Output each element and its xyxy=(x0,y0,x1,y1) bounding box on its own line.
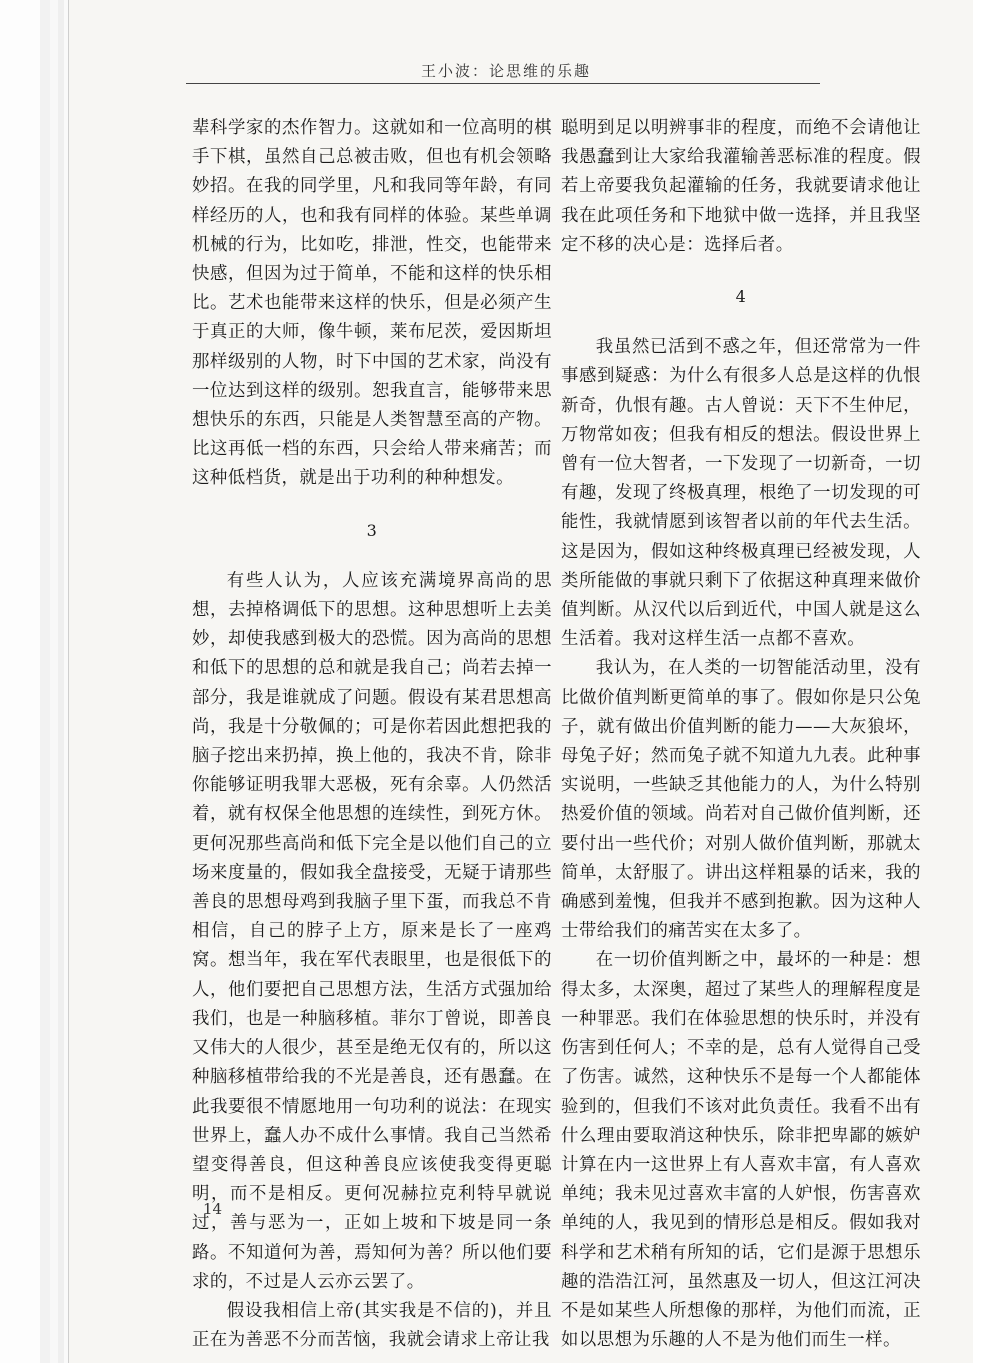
running-header xyxy=(186,60,826,81)
intro-paragraph: 辈科学家的杰作智力。这就如和一位高明的棋手下棋，虽然自己总被击败，但也有机会领略妙招。在我的同学里，凡和我同等年龄，有同样经历的人，也和我有同样的体验。某些单调机械的行为，比如吃，排泄，性交，也能带来快感，但因为过于简单，不能和这样的快乐相比。艺术也能带来这样的快乐，但是必须产生于真正的大师，像牛顿，莱布尼茨，爱因斯坦那样级别的人物，时下中国的艺术家，尚没有一位达到这样的级别。恕我直言，能够带来思想快乐的东西，只能是人类智慧至高的产物。比这再低一档的东西，只会给人带来痛苦；而这种低档货，就是出于功利的种种想发。 xyxy=(192,118,552,489)
page-number: 14 xyxy=(203,1200,223,1218)
page-binding-edge xyxy=(0,0,41,1363)
section4-paragraph-2: 我认为，在人类的一切智能活动里，没有比做价值判断更简单的事了。假如你是只公兔子，就有做出价值判断的能力——大灰狼坏，母兔子好；然而兔子就不知道九九表。此种事实说明，一些缺乏其他能力的人，为什么特别热爱价值的领域。尚若对自己做价值判断，还要付出一些代价；对别人做价值判断，那就太简单，太舒服了。讲出这样粗暴的话来，我的确感到羞愧，但我并不感到抱歉。因为这种人士带给我们的痛苦实在太多了。 xyxy=(561,658,921,942)
right-column xyxy=(561,114,921,1355)
section-number-4: 4 xyxy=(735,287,747,307)
left-column xyxy=(192,114,552,1355)
continuation-paragraph: 聪明到足以明辨事非的程度，而绝不会请他让我愚蠢到让大家给我灌输善恶标准的程度。假若上帝要我负起灌输的任务，我就要请求他让我在此项任务和下地狱中做一选择，并且我坚定不移的决心是：选择后者。 xyxy=(561,118,921,255)
running-header-title: 王小波：论思维的乐趣 xyxy=(420,62,591,80)
section3-paragraph-1: 有些人认为，人应该充满境界高尚的思想，去掉格调低下的思想。这种思想听上去美妙，却使我感到极大的恐慌。因为高尚的思想和低下的思想的总和就是我自己；尚若去掉一部分，我是谁就成了问题。假设有某君思想高尚，我是十分敬佩的；可是你若因此想把我的脑子挖出来扔掉，换上他的，我决不肯，除非你能够证明我罪大恶极，死有余辜。人仍然活着，就有权保全他思想的连续性，到死方休。更何况那些高尚和低下完全是以他们自己的立场来度量的，假如我全盘接受，无疑于请那些善良的思想母鸡到我脑子里下蛋，而我总不肯相信，自己的脖子上方，原来是长了一座鸡窝。想当年，我在军代表眼里，也是很低下的人，他们要把自己思想方法，生活方式强加给我们，也是一种脑移植。菲尔丁曾说，即善良又伟大的人很少，甚至是绝无仅有的，所以这种脑移植带给我的不光是善良，还有愚蠢。在此我要很不情愿地用一句功利的说法：在现实世界上，蠢人办不成什么事情。我自己当然希望变得善良，但这种善良应该使我变得更聪明，而不是相反。更何况赫拉克利特早就说过，善与恶为一，正如上坡和下坡是同一条路。不知道何为善，焉知何为善？所以他们要求的，不过是人云亦云罢了。 xyxy=(192,570,552,1292)
page-margin-right xyxy=(973,0,991,1363)
section4-paragraph-1: 我虽然已活到不惑之年，但还常常为一件事感到疑惑：为什么有很多人总是这样的仇恨新奇，仇恨有趣。古人曾说：天下不生仲尼，万物常如夜；但我有相反的想法。假设世界上曾有一位大智者，一下发现了一切新奇，一切有趣，发现了终极真理，根绝了一切发现的可能性，我就情愿到该智者以前的年代去生活。这是因为，假如这种终极真理已经被发现，人类所能做的事就只剩下了依据这种真理来做价值判断。从汉代以后到近代，中国人就是这么生活着。我对这样生活一点都不喜欢。 xyxy=(561,337,921,650)
header-rule xyxy=(186,83,820,84)
section3-paragraph-2: 假设我相信上帝(其实我是不信的)，并且正在为善恶不分而苦恼，我就会请求上帝让我 xyxy=(192,1300,552,1351)
section4-paragraph-3: 在一切价值判断之中，最坏的一种是：想得太多，太深奥，超过了某些人的理解程度是一种罪恶。我们在体验思想的快乐时，并没有伤害到任何人；不幸的是，总有人觉得自己受了伤害。诚然，这种快乐不是每一个人都能体验到的，但我们不该对此负责任。我看不出有什么理由要取消这种快乐，除非把卑鄙的嫉妒计算在内一这世界上有人喜欢丰富，有人喜欢单纯；我未见过喜欢丰富的人妒恨，伤害喜欢单纯的人，我见到的情形总是相反。假如我对科学和艺术稍有所知的话，它们是源于思想乐趣的浩浩江河，虽然惠及一切人，但这江河决不是如某些人所想像的那样，为他们而流，正如以思想为乐趣的人不是为他们而生一样。 xyxy=(561,950,921,1351)
section-number-3: 3 xyxy=(366,520,378,540)
page-binding-edge xyxy=(64,0,69,1363)
